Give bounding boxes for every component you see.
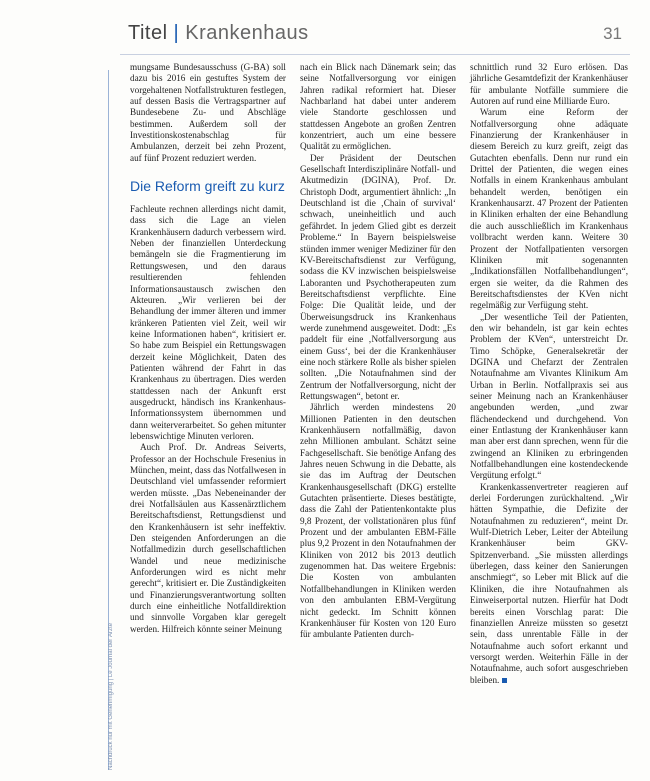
paragraph: Fachleute rechnen allerdings nicht damit, dass sich die Lage an vielen Krankenhäusern dadurch verbessern wird. Neben der finanziellen Unterdeckung bemängeln sie die Fragmentierung im Rettungswesen, und den daraus resultierenden fehlenden Informationsaustausch zwischen den Akteuren. „Wir verlieren bei der Behandlung der immer älteren und immer kränkeren Patienten viel Zeit, weil wir keine Informationen haben“, kritisiert er. So habe zum Beispiel ein Rettungswagen derzeit keine Möglichkeit, Daten des Patienten während der Fahrt in das Krankenhaus zu übertragen. Dies werden stattdessen nach der Ankunft erst ausgedruckt, händisch ins Krankenhaus-Informationssystem übernommen und dann weiterverarbeitet. So gehen mitunter lebenswichtige Minuten verloren. xyxy=(130,204,286,441)
paragraph: schnittlich rund 32 Euro erlösen. Das jährliche Gesamtdefizit der Krankenhäuser für ambulante Notfälle summiere die Autoren auf rund eine Milliarde Euro. xyxy=(470,62,628,107)
paragraph: Auch Prof. Dr. Andreas Seiverts, Professor an der Hochschule Fresenius in München, meint, dass das Notfallwesen in Deutschland viel umfassender reformiert werden müsste. „Das Nebeneinander der drei Notfallsäulen aus Kassenärztlichem Bereitschaftsdienst, Rettungsdienst und den Krankenhäusern ist sehr ineffektiv. Den steigenden Anforderungen an die Notfallmedizin durch gesellschaftlichen Wandel und neue medizinische Anforderungen wird es nicht mehr gerecht“, kritisiert er. Die Zuständigkeiten und Finanzierungsverantwortung sollten durch eine einheitliche Notfalldirektion und sinnvolle Vorgaben klar geregelt werden. Hilfreich könnte seiner Meinung xyxy=(130,442,286,634)
paragraph: „Der wesentliche Teil der Patienten, den wir behandeln, ist gar kein echtes Problem der KVen“, unterstreicht Dr. Timo Schöpke, Generalsekretär der DGINA und Chefarzt der Zentralen Notaufnahme am Vivantes Klinikum Am Urban in Berlin. Notfallpraxis sei aus seiner Meinung nach an Krankenhäuser angebunden werden, „und zwar flächendeckend und durchgehend. Von einer Entlastung der Krankenhäuser kann man aber erst dann sprechen, wenn für die zwingend an Kliniken zu erbringenden Notfallbehandlungen eine kostendeckende Vergütung erfolgt.“ xyxy=(470,311,628,481)
paragraph-final xyxy=(470,482,628,686)
page-header xyxy=(120,22,630,55)
header-title-text: Titel xyxy=(128,22,168,44)
sidebar-note: Nachdruck nur mit Genehmigung | Le Journal der Ärzte xyxy=(108,623,114,770)
paragraph: Der Präsident der Deutschen Gesellschaft Interdisziplinäre Notfall- und Akutmedizin (DGINA), Prof. Dr. Christoph Dodt, argumentiert ähnlich: „In Deutschland ist die ‚Chain of survival‘ schwach, uneinheitlich und auch gefährdet. In jedem Glied gibt es derzeit Probleme.“ In Bayern beispielsweise stünden immer weniger Mediziner für den KV-Bereitschaftsdienst zur Verfügung, sodass die KV inzwischen beispielsweise Laboranten und Psychotherapeuten zum Bereitschaftsdienst verpflichte. Eine Folge: Die Qualität leide, und der Überweisungsdruck ins Krankenhaus werde zunehmend ausgeweitet. Dodt: „Es paddelt für eine ‚Notfallversorgung aus einem Guss‘, bei der die Krankenhäuser eine noch stärkere Rolle als bisher spielen sollten. „Die Notaufnahmen sind der Zentrum der Notfallversorgung, nicht der Rettungswagen“, betont er. xyxy=(300,152,456,401)
paragraph: Jährlich werden mindestens 20 Millionen Patienten in den deutschen Krankenhäusern notfallmäßig, davon zehn Millionen ambulant. Schätzt seine Fachgesellschaft. Sie benötige Anfang des Jahres neuen Schwung in die Debatte, als sie das im Auftrag der Deutschen Krankenhausgesellschaft (DKG) erstellte Gutachten präsentierte. Dieses bestätigte, dass die Zahl der Patientenkontakte plus 9,8 Prozent, der vollstationären plus fünf Prozent und der ambulanten EBM-Fälle plus 9,2 Prozent in den Notaufnahmen der Kliniken von 2012 bis 2013 deutlich zugenommen hat. Das weitere Ergebnis: Die Kosten von ambulanten Notfallbehandlungen in Kliniken werden von den ambulanten EBM-Vergütung nicht gedeckt. Im Schnitt können Krankenhäuser für Kosten von 120 Euro für ambulante Patienten durch- xyxy=(300,402,456,640)
text-column-2 xyxy=(300,62,456,641)
text-column-3 xyxy=(470,62,628,686)
header-separator: | xyxy=(173,22,180,44)
header-title xyxy=(128,22,309,45)
paragraph-text: Krankenkassenvertreter reagieren auf derlei Forderungen zurückhaltend. „Wir hätten Sympathie, die Defizite der Notaufnahmen zu reduzieren“, meint Dr. Wulf-Dietrich Leber, Leiter der Abteilung Krankenhäuser beim GKV-Spitzenverband. „Sie müssten allerdings überlegen, dass keiner den Sanierungen anschmiegt“, so Leber mit Blick auf die Kliniken, die ihre Notaufnahmen als Einweiserportal nutzen. Hierfür hat Dodt bereits einen Vorschlag parat: Die finanziellen Anreize müssten so gesetzt sein, dass unrentable Fälle in der Notaufnahme auch sofort erkannt und versorgt werden. Weiterhin Fälle in der Notaufnahme, auch sofort ausgeschrieben bleiben. xyxy=(470,481,628,685)
page-number: 31 xyxy=(603,24,622,43)
paragraph: mungsame Bundesausschuss (G-BA) soll dazu bis 2016 ein gestuftes System der vorgehaltenen Notfallstrukturen festlegen, auf dessen Basis die Vertragspartner auf Bundesebene Zu- und Abschläge bestimmen. Außerdem soll der Investitionskostenabschlag für Ambulanzen, derzeit bei zehn Prozent, auf fünf Prozent reduziert werden. xyxy=(130,62,286,163)
paragraph: nach ein Blick nach Dänemark sein; das seine Notfallversorgung vor einigen Jahren radikal reformiert hat. Dieser Nachbarland hat dabei unter anderem viele Standorte geschlossen und stattdessen Angebote an großen Zentren konzentriert, auch um eine bessere Qualität zu ermöglichen. xyxy=(300,62,456,152)
subheading: Die Reform greift zu kurz xyxy=(130,178,285,195)
end-mark-icon xyxy=(502,678,507,683)
header-section: Krankenhaus xyxy=(185,22,309,44)
paragraph: Warum eine Reform der Notfallversorgung ohne adäquate Finanzierung der Krankenhäuser in diesem Bereich zu kurz greift, zeigt das Gutachten ebenfalls. Denn nur rund ein Drittel der Patienten, die wegen eines Notfalls in einem Krankenhaus ambulant behandelt werden, benötigen ein Krankenhausarzt. 47 Prozent der Patienten in Kliniken erhalten der eine Behandlung die auch ausschließlich im Krankenhaus vollbracht werden kann. Weitere 30 Prozent der Notfallpatienten versorgen Kliniken mit sogenannten „Indikationsfällen Notfallbehandlungen“, ergen sie weiter, da die Rahmen des Bereitschaftsdienstes der KVen nicht regelmäßig zur Verfügung steht. xyxy=(470,107,628,311)
text-column-1 xyxy=(130,62,286,635)
